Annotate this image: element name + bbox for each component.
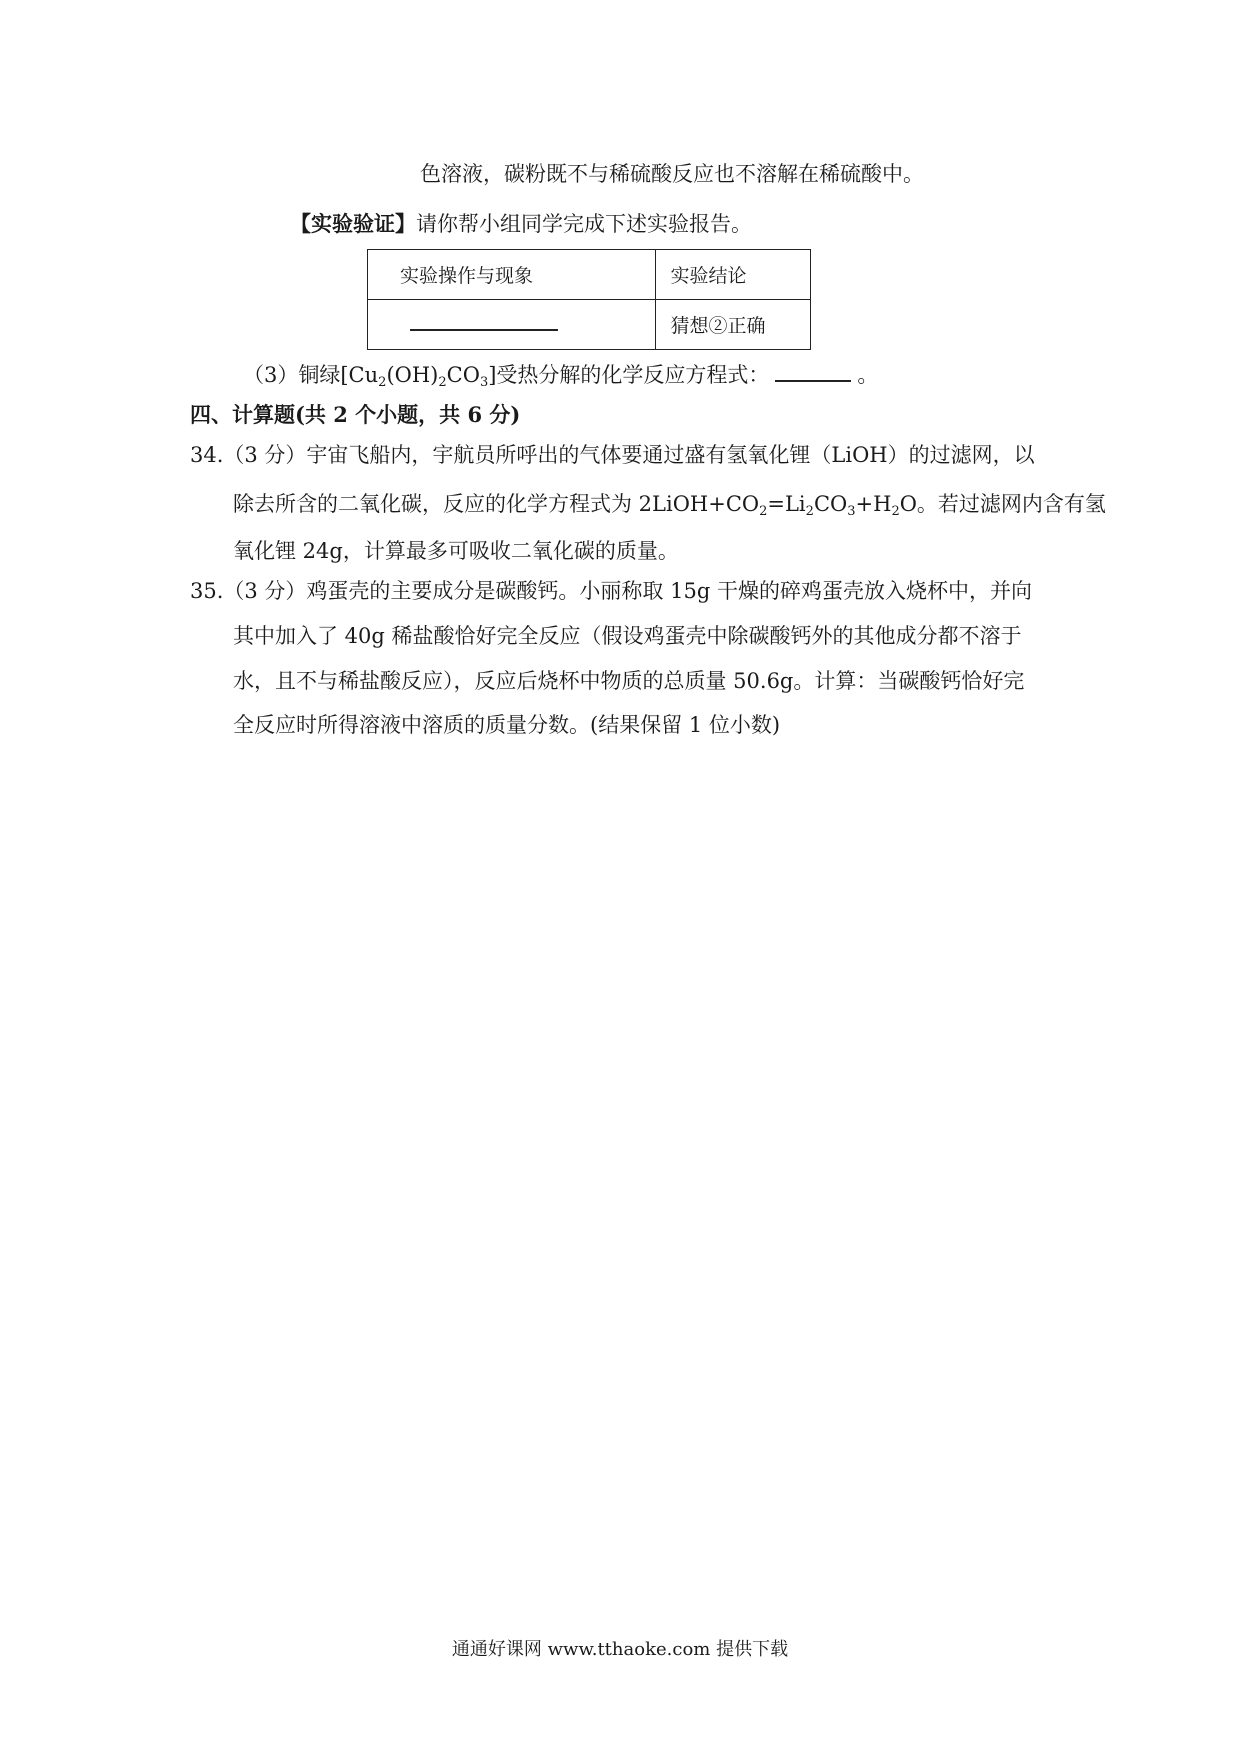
operation-answer-cell[interactable]	[368, 300, 656, 350]
question-3-line	[243, 361, 878, 389]
q34-subscript: 2	[805, 504, 814, 519]
q3-subscript: 3	[479, 375, 489, 390]
q3-subscript: 2	[438, 375, 447, 390]
verification-heading: 【实验验证】	[290, 211, 416, 236]
q34-subscript: 2	[759, 504, 768, 519]
intro-text: 色溶液，碳粉既不与稀硫酸反应也不溶解在稀硫酸中。	[420, 162, 924, 186]
q34-text: O。若过滤网内含有氢	[899, 492, 1106, 516]
question-35-line-1: 35.（3 分）鸡蛋壳的主要成分是碳酸钙。小丽称取 15g 干燥的碎鸡蛋壳放入烧杯中，并向	[190, 579, 1032, 603]
section-heading: 四、计算题(共 2 个小题，共 6 分)	[190, 402, 521, 427]
header-conclusion: 实验结论	[656, 250, 811, 300]
q34-text: +H	[855, 492, 892, 516]
q3-text-mid: (OH)	[386, 363, 439, 387]
question-34-line-1: 34.（3 分）宇宙飞船内，宇航员所呼出的气体要通过盛有氢氧化锂（LiOH）的过滤网，以	[190, 443, 1035, 467]
question-35-line-4: 全反应时所得溶液中溶质的质量分数。(结果保留 1 位小数)	[233, 713, 781, 737]
page-footer: 通通好课网 www.tthaoke.com 提供下载	[451, 1639, 789, 1660]
header-operation-phenomenon: 实验操作与现象	[368, 250, 656, 300]
answer-blank-line[interactable]	[410, 315, 558, 331]
q3-text-mid: CO	[446, 363, 480, 387]
q3-subscript: 2	[378, 375, 387, 390]
table-row	[368, 300, 811, 350]
q34-text: =Li	[767, 492, 806, 516]
equation-answer-blank[interactable]	[775, 362, 851, 382]
experiment-verification-line	[290, 210, 752, 238]
q34-text: 除去所含的二氧化碳，反应的化学方程式为 2LiOH+CO	[233, 492, 760, 516]
question-35-line-3: 水，且不与稀盐酸反应），反应后烧杯中物质的总质量 50.6g。计算：当碳酸钙恰好完	[233, 669, 1025, 693]
conclusion-cell: 猜想②正确	[656, 300, 811, 350]
q3-text-prefix: （3）铜绿[Cu	[243, 363, 379, 387]
question-34-line-3: 氧化锂 24g，计算最多可吸收二氧化碳的质量。	[233, 539, 679, 563]
q34-text: CO	[813, 492, 848, 516]
q3-text-suffix: ]受热分解的化学反应方程式：	[488, 363, 770, 387]
q34-subscript: 2	[891, 504, 900, 519]
question-35-line-2: 其中加入了 40g 稀盐酸恰好完全反应（假设鸡蛋壳中除碳酸钙外的其他成分都不溶于	[233, 624, 1022, 648]
verification-instruction: 请你帮小组同学完成下述实验报告。	[416, 212, 752, 236]
question-34-line-2	[233, 490, 1106, 518]
q3-text-end: 。	[857, 363, 879, 387]
experiment-report-table	[367, 249, 811, 350]
q34-subscript: 3	[847, 504, 856, 519]
table-header-row	[368, 250, 811, 300]
